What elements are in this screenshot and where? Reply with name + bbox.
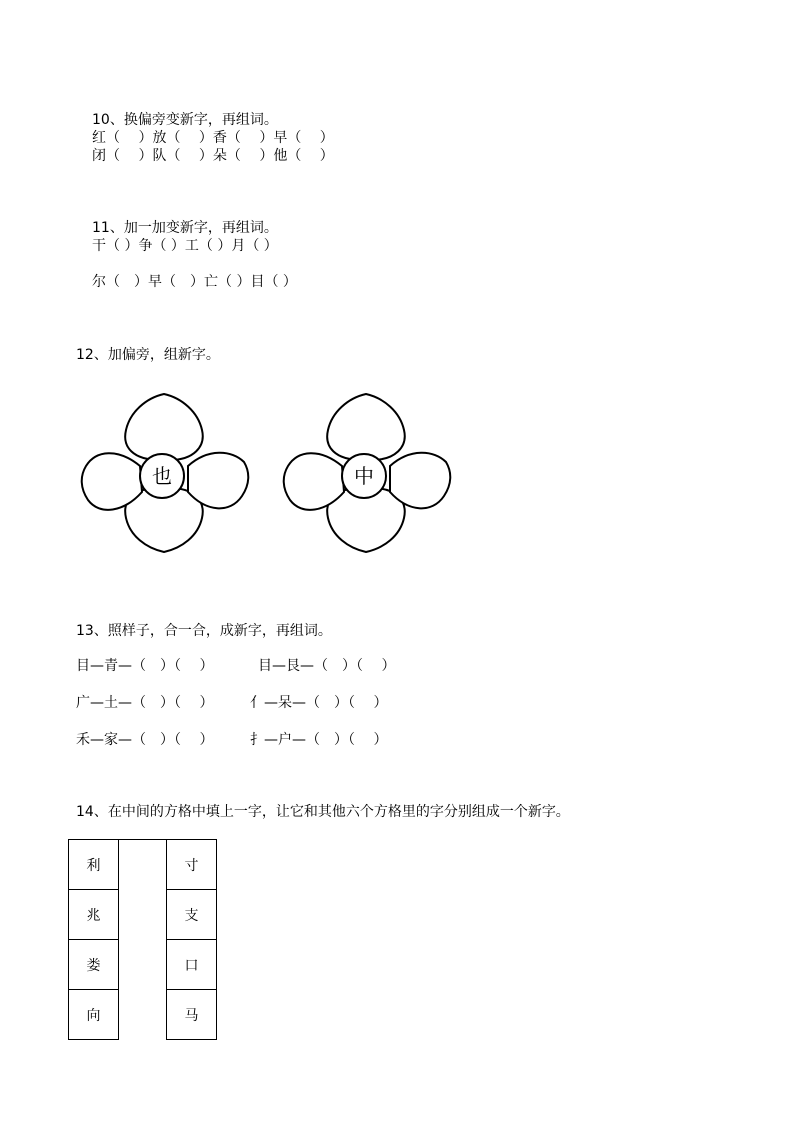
grid-left-cell: 利 xyxy=(69,840,119,890)
q10-title: 10、换偏旁变新字，再组词。 xyxy=(92,112,278,128)
grid-left-cell: 娄 xyxy=(69,940,119,990)
petal-right xyxy=(188,453,248,509)
q13-row1-right: 目—艮—（ ）（ ） xyxy=(258,658,396,674)
petal-right xyxy=(390,453,450,509)
q14-grid xyxy=(68,839,217,1040)
q10-row2: 闭（ ）队（ ）朵（ ）他（ ） xyxy=(92,148,334,164)
grid-center-answer-cell[interactable] xyxy=(119,840,167,1040)
flower-1 xyxy=(78,392,252,554)
q13-row2-left: 广—土—（ ）（ ） xyxy=(76,695,214,711)
grid-left-cell: 兆 xyxy=(69,890,119,940)
flower-2 xyxy=(280,392,454,554)
q14-title: 14、在中间的方格中填上一字，让它和其他六个方格里的字分别组成一个新字。 xyxy=(76,804,570,820)
q11-title: 11、加一加变新字，再组词。 xyxy=(92,220,278,236)
q13-title: 13、照样子，合一合，成新字，再组词。 xyxy=(76,623,332,639)
q13-row2-right: 亻—呆—（ ）（ ） xyxy=(250,695,388,711)
grid-right-cell: 支 xyxy=(167,890,217,940)
q12-title: 12、加偏旁，组新字。 xyxy=(76,347,220,363)
petal-top xyxy=(125,394,203,460)
petal-top xyxy=(327,394,405,460)
grid-right-cell: 马 xyxy=(167,990,217,1040)
q13-row1-left: 目—青—（ ）（ ） xyxy=(76,658,214,674)
grid-left-cell: 向 xyxy=(69,990,119,1040)
petal-left xyxy=(284,453,344,510)
grid-right-cell: 寸 xyxy=(167,840,217,890)
petal-left xyxy=(82,453,142,510)
q11-row1: 干（ ）争（ ）工（ ）月（ ） xyxy=(92,238,278,254)
q10-row1: 红（ ）放（ ）香（ ）早（ ） xyxy=(92,130,334,146)
grid-right-cell: 口 xyxy=(167,940,217,990)
q11-row2: 尔（ ）早（ ）亡（ ）目（ ） xyxy=(92,274,297,290)
q13-row3-right: 扌—户—（ ）（ ） xyxy=(250,732,388,748)
flower-2-char: 中 xyxy=(354,464,374,488)
flower-1-char: 也 xyxy=(152,464,172,488)
q13-row3-left: 禾—家—（ ）（ ） xyxy=(76,732,214,748)
